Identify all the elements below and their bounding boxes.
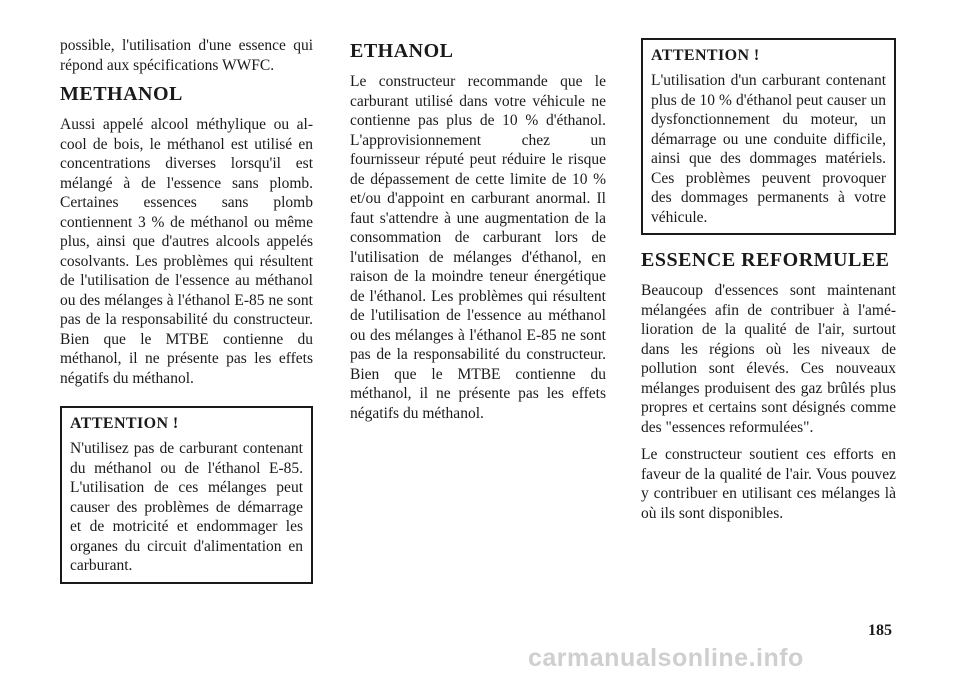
ethanol-warning-box (641, 38, 896, 235)
methanol-paragraph: Aussi appelé alcool méthylique ou alcool de bois, le méthanol est utilisé en concentrations diverses lorsqu'il est mélangé à de l'essence sans plomb. Certaines essences sans plomb contiennent 3 % de méthanol ou même plus, ainsi que d'autres alcools appelés cosolvants. Les problèmes qui résultent de l'utilisation de l'essence au méthanol ou des mélanges à l'éthanol E-85 ne sont pas de la responsabilité du constructeur. Bien que le MTBE contienne du méthanol, il ne présente pas les effets négatifs du méthanol. (60, 116, 313, 387)
column-right (641, 38, 896, 531)
column-left (60, 36, 313, 584)
warning-text: N'utilisez pas de carburant contenant du méthanol ou de l'éthanol E-85. L'utilisation de ces mélanges peut causer des problèmes de démarrage et de motricité et endommager les organes du circuit d'alimentation en carburant. (70, 440, 303, 574)
reformulee-heading: ESSENCE REFORMULEE (641, 249, 890, 271)
methanol-heading: METHANOL (60, 83, 183, 105)
ethanol-paragraph: Le constructeur recommande que le carburant utilisé dans votre véhicule ne contienne pas plus de 10 % d'éthanol. L'approvisionnement chez un fournisseur réputé peut réduire le risque de dépassement de cette limite de 10 % et/ou d'appoint en carburant anormal. Il faut s'attendre à une augmentation de la consommation de carburant lors de l'utilisation de mélanges d'éthanol, en raison de la moindre teneur énergétique de l'éthanol. Les problèmes qui résultent de l'utilisation de l'essence au méthanol ou des mélanges à l'éthanol E-85 ne sont pas de la responsabilité du constructeur. Bien que le MTBE contienne du méthanol, il ne présente pas les effets négatifs du méthanol. (350, 73, 606, 422)
methanol-warning-box (60, 406, 313, 584)
warning-title: ATTENTION ! (651, 47, 760, 64)
ethanol-heading: ETHANOL (350, 40, 454, 62)
column-middle (350, 36, 606, 431)
warning-title: ATTENTION ! (70, 415, 179, 432)
watermark: carmanualsonline.info (528, 644, 804, 672)
intro-paragraph: possible, l'utilisation d'une essence qui répond aux spécifications WWFC. (60, 37, 313, 74)
warning-text: L'utilisation d'un carburant contenant plus de 10 % d'éthanol peut causer un dysfonctionnement du moteur, un démarrage ou une conduite difficile, ainsi que des dommages matériels. Ces problèmes peuvent provoquer des dommages permanents à votre véhicule. (651, 72, 886, 226)
reformulee-paragraph-1: Beaucoup d'essences sont maintenant mélangées afin de contribuer à l'amélioration de la qualité de l'air, surtout dans les régions où les niveaux de pollution sont élevés. Ces nouveaux mélanges produisent des gaz brûlés plus propres et certains sont désignés comme des "essences reformulées". (641, 282, 896, 436)
reformulee-paragraph-2: Le constructeur soutient ces efforts en faveur de la qualité de l'air. Vous pouvez y contribuer en utilisant ces mélanges là où ils sont disponibles. (641, 446, 896, 522)
page-number: 185 (868, 622, 892, 639)
